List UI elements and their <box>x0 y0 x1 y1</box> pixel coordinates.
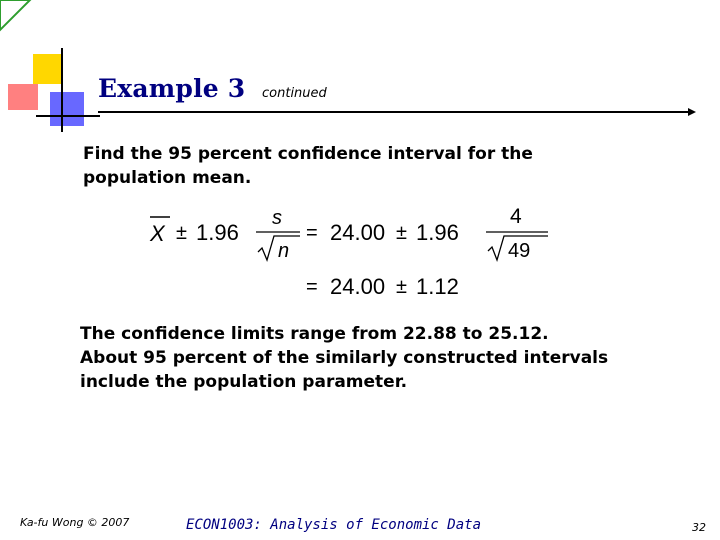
z-value: 1.96 <box>196 220 239 245</box>
conclusion-line: About 95 percent of the similarly constructed intervals <box>80 348 609 368</box>
question-line: population mean. <box>83 168 252 188</box>
title-underline-arrow <box>0 100 720 120</box>
fraction-numerator-4: 4 <box>510 205 522 228</box>
conclusion-line: The confidence limits range from 22.88 to 25.12. <box>80 324 549 344</box>
conclusion-text <box>80 322 680 394</box>
z-value: 1.96 <box>416 220 459 245</box>
page-number: 32 <box>692 521 706 534</box>
equals-sign: = <box>306 222 318 244</box>
plus-minus-symbol: ± <box>396 276 407 298</box>
xbar-symbol: X <box>150 221 165 246</box>
footer-author: Ka-fu Wong © 2007 <box>20 516 130 529</box>
title-logo-decoration <box>0 40 110 140</box>
question-line: Find the 95 percent confidence interval for the <box>83 144 533 164</box>
fraction-denominator-n: n <box>278 240 290 262</box>
footer-course-title: ECON1003: Analysis of Economic Data <box>186 517 482 533</box>
fraction-denominator-49: 49 <box>508 240 531 262</box>
fraction-numerator-s: s <box>272 207 282 229</box>
sample-mean: 24.00 <box>330 220 386 245</box>
conclusion-line: include the population parameter. <box>80 372 408 392</box>
corner-decoration <box>0 0 40 40</box>
plus-minus-symbol: ± <box>396 222 407 244</box>
margin-of-error: 1.12 <box>416 274 459 299</box>
slide-subtitle: continued <box>262 86 327 101</box>
slide-title: Example 3 <box>98 74 246 103</box>
sample-mean: 24.00 <box>330 274 386 299</box>
question-text <box>83 142 603 190</box>
confidence-interval-formula <box>140 196 570 306</box>
plus-minus-symbol: ± <box>176 222 187 244</box>
equals-sign: = <box>306 276 318 298</box>
